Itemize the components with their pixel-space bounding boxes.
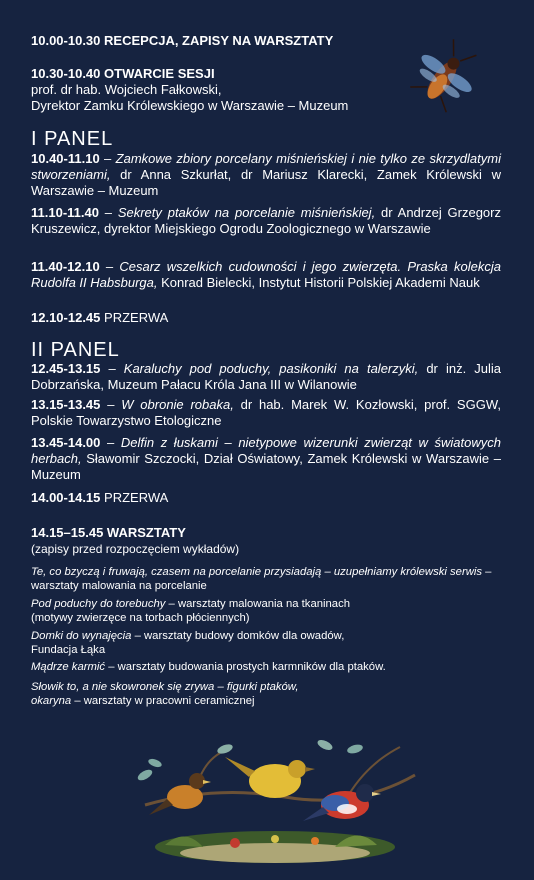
workshop-item-1 — [31, 565, 501, 593]
item-time: 13.15-13.45 — [31, 397, 101, 412]
item-dash: – — [100, 361, 124, 376]
workshop-item-4 — [31, 660, 501, 674]
workshop-title: Te, co bzyczą i fruwają, czasem na porcelanie przysiadają – uzupełniamy królewski serwis — [31, 566, 483, 578]
item-title: Cesarz wszelkich cudowności i jego zwierzęta. Praska kolekcja Rudolfa II Habsburga, — [31, 259, 501, 290]
workshop-desc: – warsztaty malowania na porcelanie — [31, 566, 492, 592]
item-title: Zamkowe zbiory porcelany miśnieńskiej i nie tylko ze skrzydlatymi stworzeniami, — [31, 151, 501, 182]
opening-speaker: prof. dr hab. Wojciech Fałkowski, — [31, 82, 222, 97]
workshop-extra: Fundacja Łąka — [31, 644, 106, 656]
workshops-time: 14.15–15.45 — [31, 525, 104, 540]
workshop-desc: – warsztaty budowania prostych karmników dla ptaków. — [105, 661, 386, 673]
break-time: 12.10-12.45 — [31, 310, 101, 325]
break-label: PRZERWA — [100, 490, 169, 505]
workshops-heading — [31, 525, 501, 541]
item-speakers: dr hab. Marek W. Kozłowski, prof. SGGW, Polskie Towarzystwo Etologiczne — [31, 397, 501, 428]
workshop-title: Słowik to, a nie skowronek się zrywa – figurki ptaków, — [31, 681, 299, 693]
item-time: 11.40-12.10 — [31, 259, 100, 274]
item-dash: – — [100, 397, 122, 412]
break-time: 14.00-14.15 — [31, 490, 101, 505]
break-label: PRZERWA — [100, 310, 169, 325]
panel-2-item-3 — [31, 435, 501, 483]
item-speakers: dr inż. Julia Dobrzańska, Muzeum Pałacu Króla Jana III w Wilanowie — [31, 361, 501, 392]
workshop-title: Pod poduchy do torebuchy — [31, 598, 166, 610]
panel-2-item-1 — [31, 361, 501, 393]
item-dash: – — [99, 259, 120, 274]
workshop-desc: – warsztaty malowania na tkaninach — [165, 598, 351, 610]
panel-1-item-1 — [31, 151, 501, 199]
item-dash: – — [99, 151, 116, 166]
reception-time: 10.00-10.30 — [31, 33, 101, 48]
opening-title: OTWARCIE SESJI — [104, 66, 215, 81]
workshop-title: Mądrze karmić — [31, 661, 106, 673]
workshop-title-2: okaryna — [31, 695, 72, 707]
birds-illustration — [125, 735, 425, 870]
item-speakers: Sławomir Szczocki, Dział Oświatowy, Zamek Królewski w Warszawie – Muzeum — [31, 451, 501, 482]
reception-line — [31, 33, 501, 49]
panel-1-break — [31, 310, 501, 326]
reception-title: RECEPCJA, ZAPISY NA WARSZTATY — [104, 33, 334, 48]
panel-2-break — [31, 490, 501, 506]
item-speakers: dr Andrzej Grzegorz Kruszewicz, dyrektor Miejskiego Ogrodu Zoologicznego w Warszawie — [31, 205, 501, 236]
workshop-desc: – warsztaty budowy domków dla owadów, — [131, 630, 345, 642]
item-dash: – — [98, 205, 118, 220]
item-title: Karaluchy pod poduchy, pasikoniki na talerzyki, — [123, 361, 419, 376]
workshops-note: (zapisy przed rozpoczęciem wykładów) — [31, 542, 240, 556]
workshop-desc: – warsztaty w pracowni ceramicznej — [71, 695, 255, 707]
workshop-item-3 — [31, 629, 501, 657]
opening-section — [31, 66, 501, 114]
item-speakers: Konrad Bielecki, Instytut Historii Polskiej Akademi Nauk — [157, 275, 480, 290]
opening-speaker-role: Dyrektor Zamku Królewskiego w Warszawie – Muzeum — [31, 98, 349, 113]
workshops-title: WARSZTATY — [106, 525, 186, 540]
panel-1-heading: I PANEL — [31, 128, 114, 150]
item-time: 12.45-13.15 — [31, 361, 101, 376]
panel-2-heading: II PANEL — [31, 339, 120, 361]
panel-1-item-3 — [31, 259, 501, 291]
workshop-title: Domki do wynajęcia — [31, 630, 132, 642]
item-title: W obronie robaka, — [121, 397, 234, 412]
item-title: Sekrety ptaków na porcelanie miśnieńskiej, — [117, 205, 376, 220]
workshop-item-5 — [31, 680, 501, 708]
workshop-extra: (motywy zwierzęce na torbach płóciennych) — [31, 612, 250, 624]
item-time: 13.45-14.00 — [31, 435, 101, 450]
item-title: Delfin z łuskami – nietypowe wizerunki zwierząt w światowych herbach, — [31, 435, 501, 466]
workshop-item-2 — [31, 597, 501, 625]
item-time: 11.10-11.40 — [31, 205, 99, 220]
item-speakers: dr Anna Szkurłat, dr Mariusz Klarecki, Zamek Królewski w Warszawie – Muzeum — [31, 167, 501, 198]
item-dash: – — [100, 435, 121, 450]
panel-1-item-2 — [31, 205, 501, 237]
item-time: 10.40-11.10 — [31, 151, 100, 166]
panel-2-item-2 — [31, 397, 501, 429]
opening-time: 10.30-10.40 — [31, 66, 101, 81]
